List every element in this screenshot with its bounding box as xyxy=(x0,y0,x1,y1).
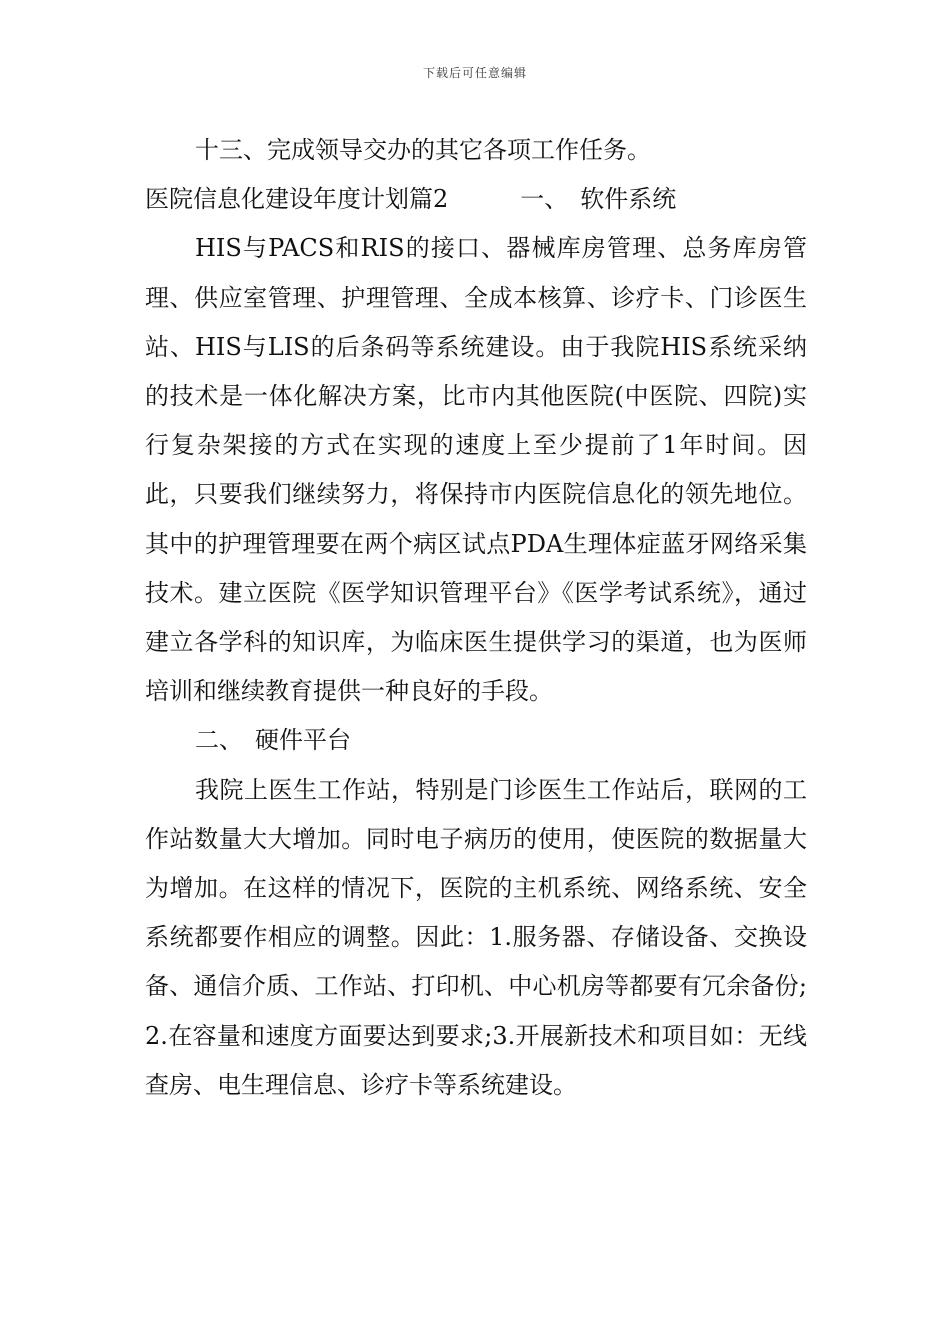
section-title-plan-2: 医院信息化建设年度计划篇2 一、 软件系统 xyxy=(145,185,677,214)
heading-hardware-platform: 二、 硬件平台 xyxy=(195,726,351,755)
page-header-note: 下载后可任意编辑 xyxy=(422,66,527,80)
document-body xyxy=(145,126,807,1110)
paragraph-hardware-platform: 我院上医生工作站，特别是门诊医生工作站后，联网的工作站数量大大增加。同时电子病历的使用，使医院的数据量大为增加。在这样的情况下，医院的主机系统、网络系统、安全系统都要作相应的调整。因此：1.服务器、存储设备、交换设备、通信介质、工作站、打印机、中心机房等都要有冗余备份;2.在容量和速度方面要达到要求;3.开展新技术和项目如：无线查房、电生理信息、诊疗卡等系统建设。 xyxy=(145,775,807,1099)
paragraph-software-system: HIS与PACS和RIS的接口、器械库房管理、总务库房管理、供应室管理、护理管理、全成本核算、诊疗卡、门诊医生站、HIS与LIS的后条码等系统建设。由于我院HIS系统采纳的技术是一体化解决方案，比市内其他医院(中医院、四院)实行复杂架接的方式在实现的速度上至少提前了1年时间。因此，只要我们继续努力，将保持市内医院信息化的领先地位。其中的护理管理要在两个病区试点PDA生理体症蓝牙网络采集技术。建立医院《医学知识管理平台》《医学考试系统》，通过建立各学科的知识库，为临床医生提供学习的渠道，也为医师培训和继续教育提供一种良好的手段。 xyxy=(145,234,807,706)
paragraph-task-thirteen: 十三、完成领导交办的其它各项工作任务。 xyxy=(195,136,651,164)
